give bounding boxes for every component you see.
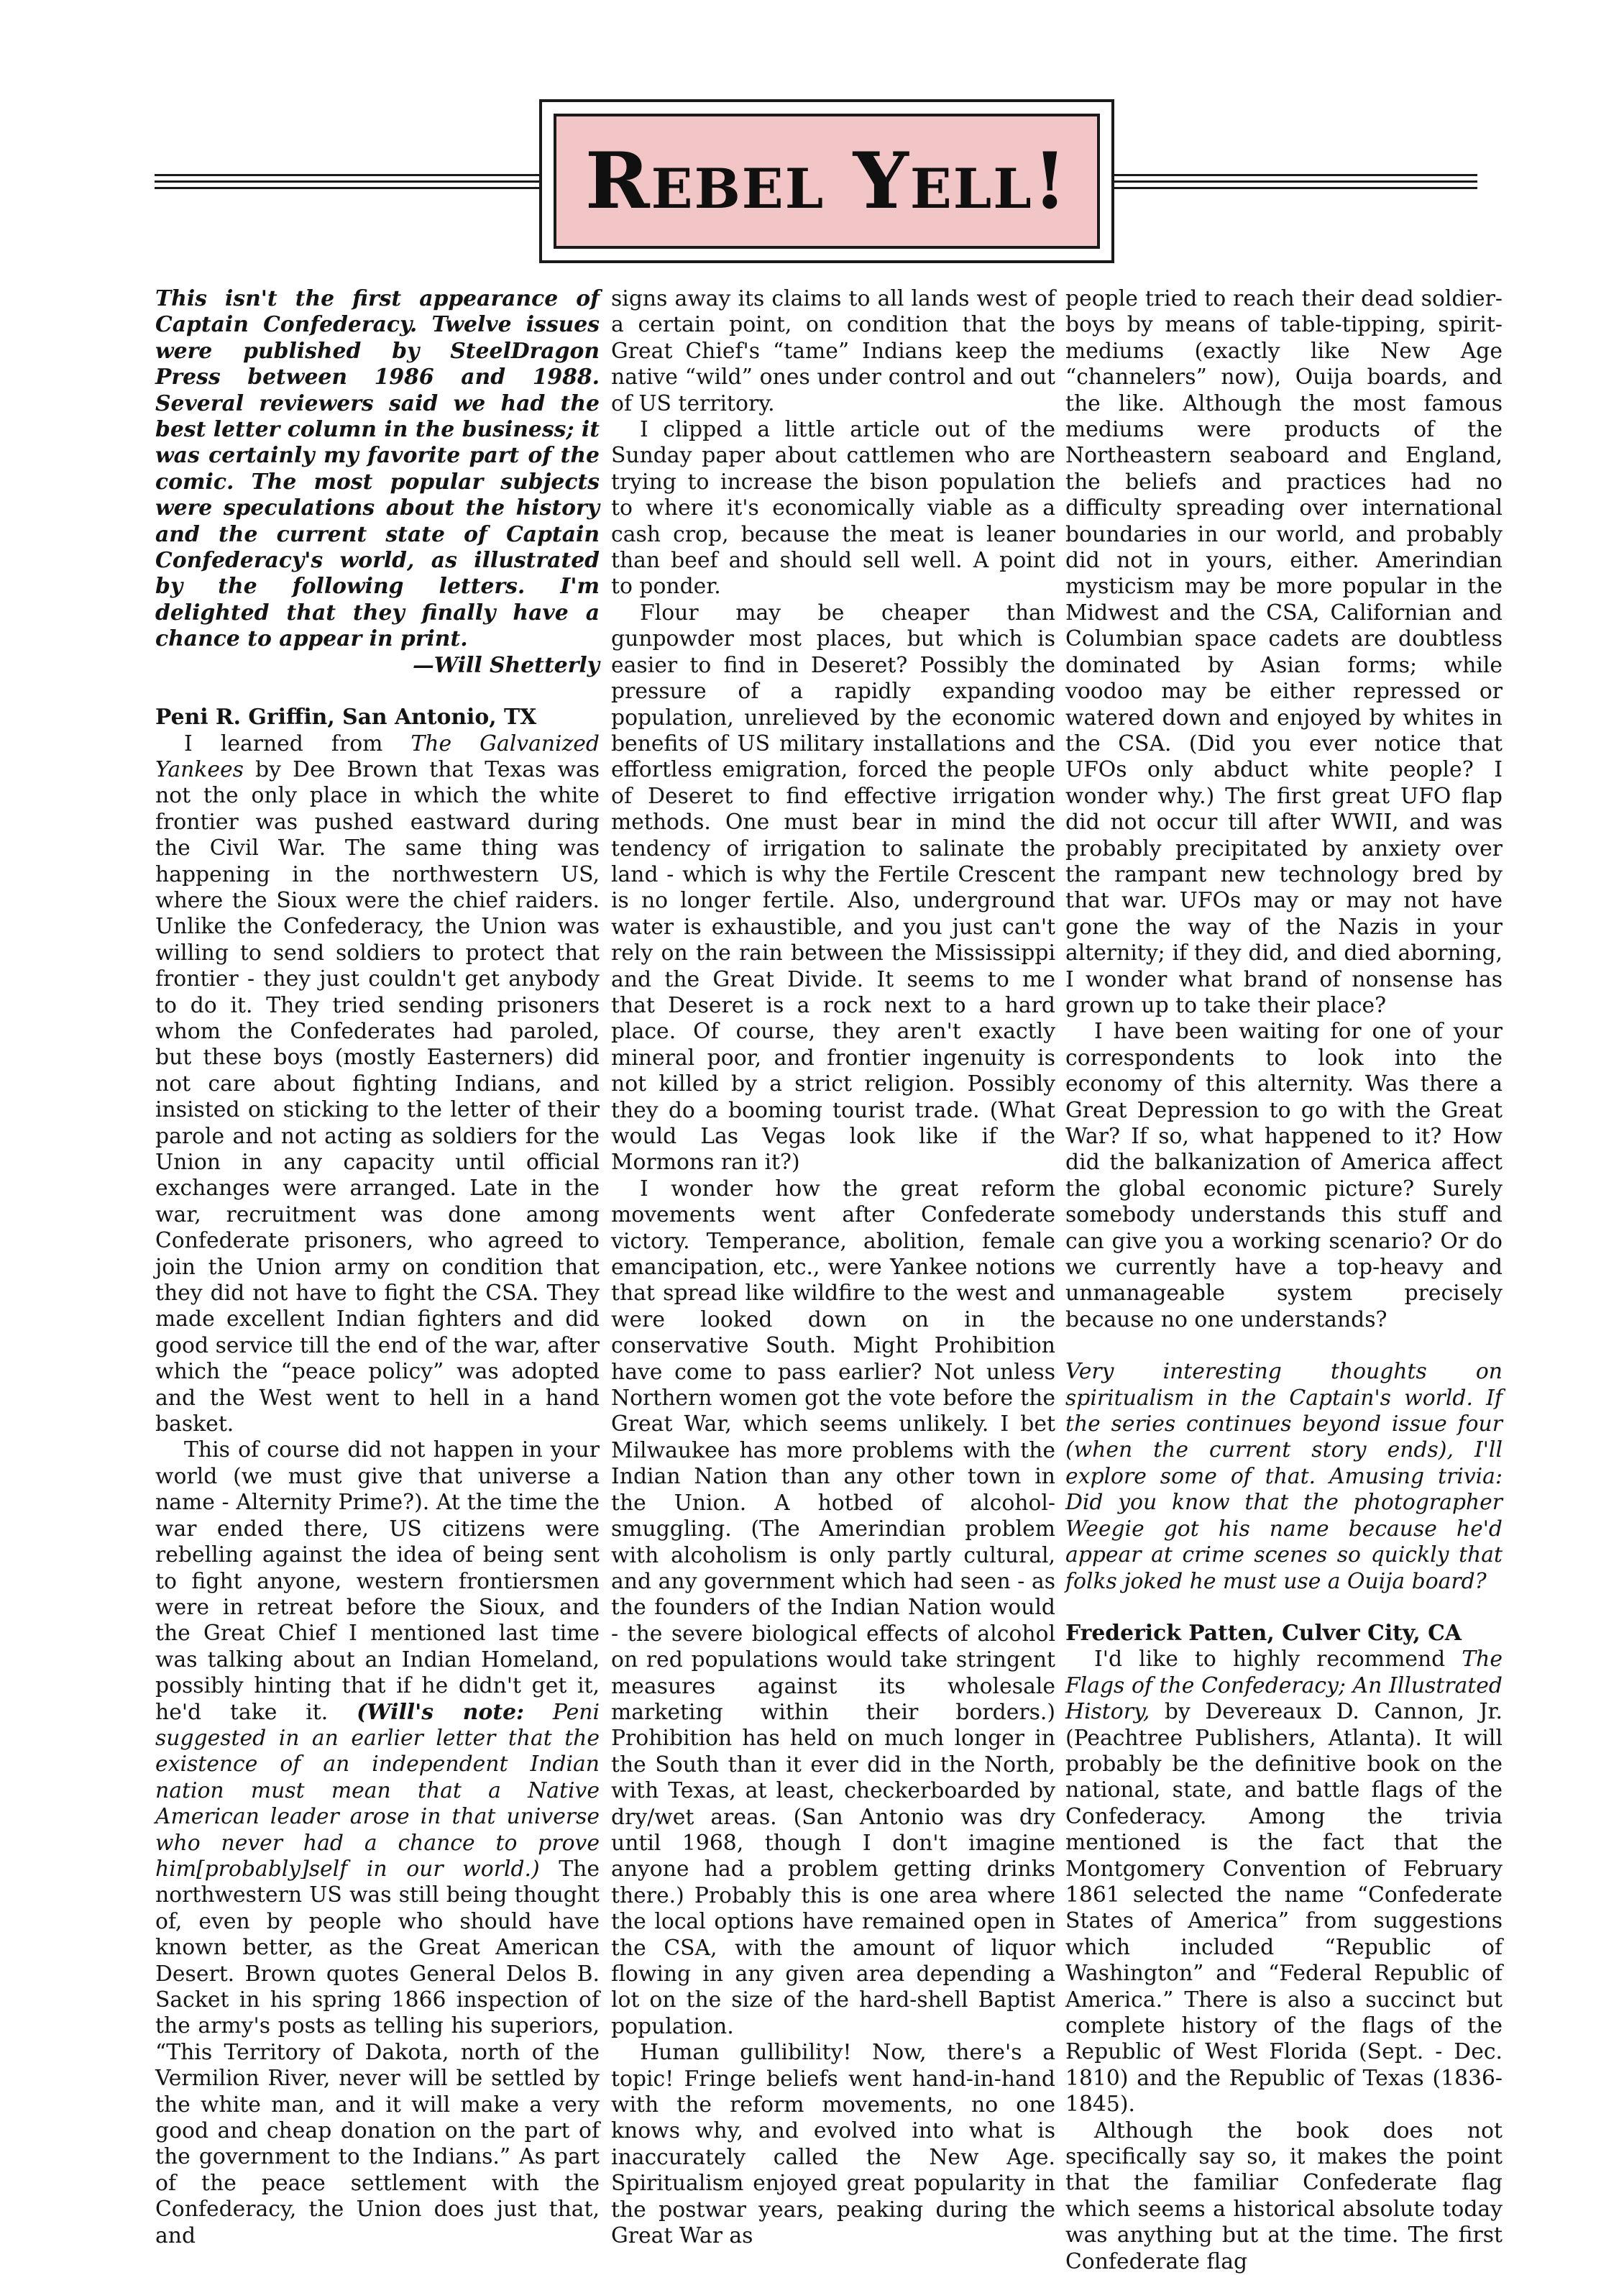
- text-run: This of course did not happen in your world (we must give that universe a name - Alternity Prime?). At the time the war ended there, US citizens were rebelling against the idea of being sent to fight anyone, western frontiersmen were in retreat before the Sioux, and the Great Chief I mentioned last time was talking about an Indian Homeland, possibly hinting that if he didn't get it, he'd take it.: [155, 1437, 600, 1725]
- text-run: by Devereaux D. Cannon, Jr. (Peachtree Publishers, Atlanta). It will probably be the definitive book on the national, state, and battle flags of the Confederacy. Among the trivia mentioned is the fact that the Montgomery Convention of February 1861 selected the name “Confederate States of America” from suggestions which included “Republic of Washington” and “Federal Republic of America.” There is also a succinct but complete history of the flags of the Republic of West Florida (Sept. - Dec. 1810) and the Republic of Texas (1836-1845).: [1065, 1699, 1503, 2118]
- letter-paragraph: Flour may be cheaper than gunpowder most places, but which is easier to find in Deseret? Possibly the pressure of a rapidly expanding population, unrelieved by the economic benefits of US military installations and effortless emigration, forced the people of Deseret to find effective irrigation methods. One must bear in mind the tendency of irrigation to salinate the land - which is why the Fertile Crescent is no longer fertile. Also, underground water is exhaustible, and you just can't rely on the rain between the Mississippi and the Great Divide. It seems to me that Deseret is a rock next to a hard place. Of course, they aren't exactly mineral poor, and frontier ingenuity is not killed by a strict religion. Possibly they do a booming tourist trade. (What would Las Vegas look like if the Mormons ran it?): [611, 600, 1055, 1176]
- letter-paragraph: I clipped a little article out of the Sunday paper about cattlemen who are trying to increase the bison population to where it's economically viable as a cash crop, because the meat is leaner than beef and should sell well. A point to ponder.: [611, 417, 1055, 600]
- letter-paragraph: [155, 731, 600, 1438]
- title-rule-left: [155, 174, 539, 196]
- letter-paragraph: I have been waiting for one of your correspondents to look into the economy of this alternity. Was there a Great Depression to go with the Great War? If so, what happened to it? How did the balkanization of America affect the global economic picture? Surely somebody understands this stuff and can give you a working scenario? Or do we currently have a top-heavy and unmanageable system precisely because no one understands?: [1065, 1019, 1503, 1332]
- letter-author: Frederick Patten, Culver City, CA: [1065, 1620, 1462, 1646]
- page-title: Rebel Yell!: [584, 136, 1069, 226]
- book-title: The Flags of the Confederacy; An Illustrated History,: [1065, 1647, 1503, 1725]
- text-run: The northwestern US was still being thought of, even by people who should have known better, as the Great American Desert. Brown quotes General Delos B. Sacket in his spring 1866 inspection of the army's posts as telling his superiors, “This Territory of Dakota, north of the Vermilion River, never will be settled by the white man, and it will make a very good and cheap donation on the part of the government to the Indians.” As part of the peace settlement with the Confederacy, the Union does just that, and: [155, 1856, 600, 2248]
- letter-paragraph: Although the book does not specifically say so, it makes the point that the familiar Confederate flag which seems a historical absolute today was anything but at the time. The first Confederate flag: [1065, 2118, 1503, 2274]
- letter-paragraph: [1065, 1647, 1503, 2118]
- column-3: [1065, 286, 1503, 2274]
- letter-paragraph: Human gullibility! Now, there's a topic! Fringe beliefs went hand-in-hand with the reform movements, no one knows why, and evolved into what is inaccurately called the New Age. Spiritualism enjoyed great popularity in the postwar years, peaking during the Great War as: [611, 2040, 1055, 2249]
- title-banner: [539, 99, 1114, 263]
- book-title: The Galvanized Yankees: [155, 731, 600, 782]
- letter-paragraph: I wonder how the great reform movements went after Confederate victory. Temperance, abolition, female emancipation, etc., were Yankee notions that spread like wildfire to the west and were looked down on in the conservative South. Might Prohibition have come to pass earlier? Not unless Northern women got the vote before the Great War, which seems unlikely. I bet Milwaukee has more problems with the Indian Nation than any other town in the Union. A hotbed of alcohol-smuggling. (The Amerindian problem with alcoholism is only partly cultural, and any government which had seen - as the founders of the Indian Nation would - the severe biological effects of alcohol on red populations would take stringent measures against its wholesale marketing within their borders.) Prohibition has held on much longer in the South than it ever did in the North, with Texas, at least, checkerboarded by dry/wet areas. (San Antonio was dry until 1968, though I don't imagine anyone had a problem getting drinks there.) Probably this is one area where the local options have remained open in the CSA, with the amount of liquor flowing in any given area depending a lot on the size of the hard-shell Baptist population.: [611, 1176, 1055, 2039]
- letter-paragraph: people tried to reach their dead soldier-boys by means of table-tipping, spirit-mediums (exactly like New Age “channelers” now), Ouija boards, and the like. Although the most famous mediums were products of the Northeastern seaboard and England, the beliefs and practices had no difficulty spreading over international boundaries in our world, and probably did not in yours, either. Amerindian mysticism may be more popular in the Midwest and the CSA, Californian and Columbian space cadets are doubtless dominated by Asian forms; while voodoo may be either repressed or watered down and enjoyed by whites in the CSA. (Did you ever notice that UFOs only abduct white people? I wonder why.) The first great UFO flap did not occur till after WWII, and was probably precipitated by anxiety over the rampant new technology bred by that war. UFOs may or may not have gone the way of the Nazis in your alternity; if they did, and died aborning, I wonder what brand of nonsense has grown up to take their place?: [1065, 286, 1503, 1018]
- title-banner-inner: [554, 114, 1100, 249]
- letter-paragraph: signs away its claims to all lands west of a certain point, on condition that the Great Chief's “tame” Indians keep the native “wild” ones under control and out of US territory.: [611, 286, 1055, 416]
- editor-note: Peni suggested in an earlier letter that the existence of an independent Indian nation must mean that a Native American leader arose in that universe who never had a chance to prove him[probably]self in our world.): [155, 1699, 600, 1882]
- column-2: [611, 286, 1055, 2249]
- intro-signature: —Will Shetterly: [412, 652, 600, 678]
- text-run: by Dee Brown that Texas was not the only place in which the white frontier was pushed eastward during the Civil War. The same thing was happening in the northwestern US, where the Sioux were the chief raiders. Unlike the Confederacy, the Union was willing to send soldiers to protect that frontier - they just couldn't get anybody to do it. They tried sending prisoners whom the Confederates had paroled, but these boys (mostly Easterners) did not care about fighting Indians, and insisted on sticking to the letter of their parole and not acting as soldiers for the Union in any capacity until official exchanges were arranged. Late in the war, recruitment was done among Confederate prisoners, who agreed to join the Union army on condition that they did not have to fight the CSA. They made excellent Indian fighters and did good service till the end of the war, after which the “peace policy” was adopted and the West went to hell in a hand basket.: [155, 756, 600, 1437]
- text-run: I learned from: [184, 731, 411, 756]
- letter-paragraph: [155, 1437, 600, 2249]
- column-1: [155, 286, 600, 2248]
- intro-paragraph: This isn't the first appearance of Captain Confederacy. Twelve issues were published by SteelDragon Press between 1986 and 1988. Several reviewers said we had the best letter column in the business; it was certainly my favorite part of the comic. The most popular subjects were speculations about the history and the current state of Captain Confederacy's world, as illustrated by the following letters. I'm delighted that they finally have a chance to appear in print.: [155, 286, 600, 652]
- title-rule-right: [1114, 174, 1477, 196]
- text-run: I'd like to highly recommend: [1094, 1647, 1462, 1672]
- letter-author: Peni R. Griffin, San Antonio, TX: [155, 705, 537, 731]
- editor-note-label: (Will's note:: [357, 1699, 525, 1725]
- editor-reply: Very interesting thoughts on spiritualism in the Captain's world. If the series continues beyond issue four (when the current story ends), I'll explore some of that. Amusing trivia: Did you know that the photographer Weegie got his name because he'd appear at crime scenes so quickly that folks joked he must use a Ouija board?: [1065, 1359, 1503, 1594]
